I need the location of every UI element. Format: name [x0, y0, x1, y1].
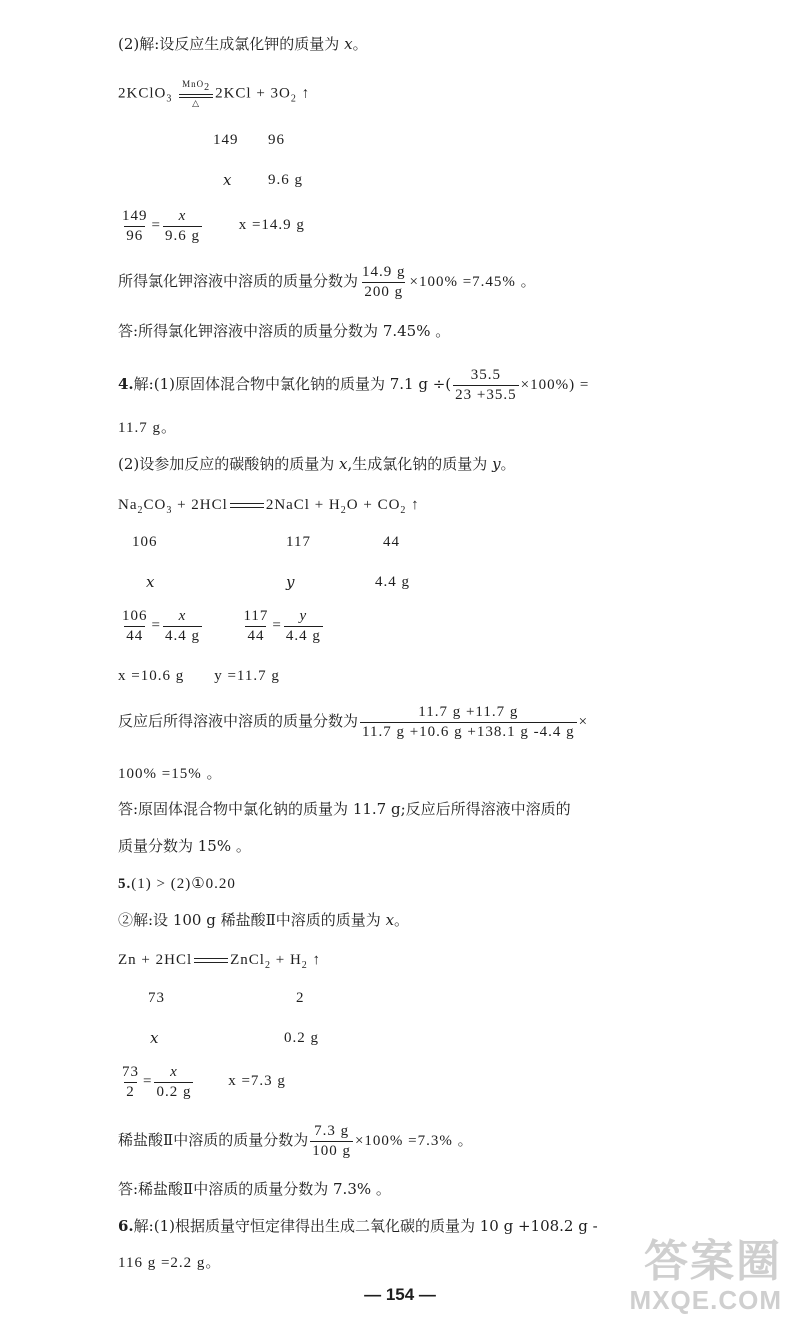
p5-v1: x [150, 1029, 159, 1047]
p3-equation: 2KClO$_3$ MnO$_2$ △ $2KCl + 3O_2$ ↑ [118, 79, 311, 108]
watermark-logo: 答案圈 MXQE.COM [629, 1237, 782, 1315]
p3-mr-b: 96 [268, 132, 285, 148]
p3-mr-a: 149 [213, 132, 239, 148]
p5-line2: ②解:设 100 g 稀盐酸Ⅱ中溶质的质量为 x。 [118, 911, 410, 929]
page-number: — 154 — [364, 1285, 436, 1304]
p4-v1: x [146, 573, 155, 591]
p6-line2: 116 g =2.2 g。 [118, 1255, 222, 1271]
p4-equation: $Na_2CO_3 + 2HCl$ 2NaCl + $H_2O + CO_2$ ↑ [118, 497, 420, 516]
p6-line1: 6.解:(1)根据质量守恒定律得出生成二氧化碳的质量为 10 g +108.2 g - [118, 1217, 598, 1235]
p4-big-line2: 100% =15% 。 [118, 766, 223, 782]
p5-mr2: 2 [296, 990, 305, 1006]
p3-answer: 答:所得氯化钾溶液中溶质的质量分数为 7.45% 。 [118, 322, 451, 340]
p4-answer-1: 答:原固体混合物中氯化钠的质量为 11.7 g;反应后所得溶液中溶质的 [118, 800, 571, 818]
p5-line1: 5.(1) > (2)①0.20 [118, 876, 236, 892]
p4-answer-2: 质量分数为 15% 。 [118, 837, 251, 855]
reaction-condition: MnO$_2$ △ [179, 80, 213, 108]
p5-proportion: $\frac{73}{2}$ = $\frac{x}{0.2 g}$ x =7.3 g [122, 1064, 286, 1100]
p4-proportions: $\frac{106}{44}$ = $\frac{x}{4.4 g}$ $\frac{117}{44}$ = $\frac{y}{4.4 g}$ [122, 608, 321, 644]
p4-line1: 4.解:(1)原固体混合物中氯化钠的质量为 7.1 g ÷( $\frac{35.5}{23 +35.5}$ ×100%) = [118, 367, 590, 403]
p4-line3: (2)设参加反应的碳酸钠的质量为 x,生成氯化钠的质量为 y。 [118, 455, 516, 473]
p4-v2: y [286, 573, 295, 591]
p3-intro: (2)解:设反应生成氯化钾的质量为 x。 [118, 35, 368, 53]
p3-result: x =14.9 g [238, 217, 305, 234]
p3-var-x: x [223, 171, 232, 189]
p5-mr1: 73 [148, 990, 165, 1006]
p5-equation: Zn + 2HCl ZnCl$_2$ + $H_2$ ↑ [118, 952, 322, 971]
p4-results: x =10.6 g y =11.7 g [118, 668, 280, 684]
p4-mr2: 117 [286, 534, 311, 550]
p3-proportion: $\frac{149}{96}$ = $\frac{x}{9.6 g}$ x =14.9 g [122, 208, 305, 244]
p4-mr1: 106 [132, 534, 158, 550]
p4-mr3: 44 [383, 534, 400, 550]
p4-line2: 11.7 g。 [118, 420, 177, 436]
p5-answer: 答:稀盐酸Ⅱ中溶质的质量分数为 7.3% 。 [118, 1180, 391, 1198]
p3-given: 9.6 g [268, 172, 303, 188]
p3-fraction-line: 所得氯化钾溶液中溶质的质量分数为 $\frac{14.9 g}{200 g}$ ×100% =7.45% 。 [118, 264, 537, 300]
p5-fraction-line: 稀盐酸Ⅱ中溶质的质量分数为 $\frac{7.3 g}{100 g}$ ×100% =7.3% 。 [118, 1123, 474, 1159]
p4-v3: 4.4 g [375, 574, 410, 590]
p4-big-fraction: 反应后所得溶液中溶质的质量分数为 $\frac{11.7 g +11.7 g}{11.7 g +10.6 g +138.1 g -4.4 g}$ × [118, 704, 589, 740]
p5-v2: 0.2 g [284, 1030, 319, 1046]
